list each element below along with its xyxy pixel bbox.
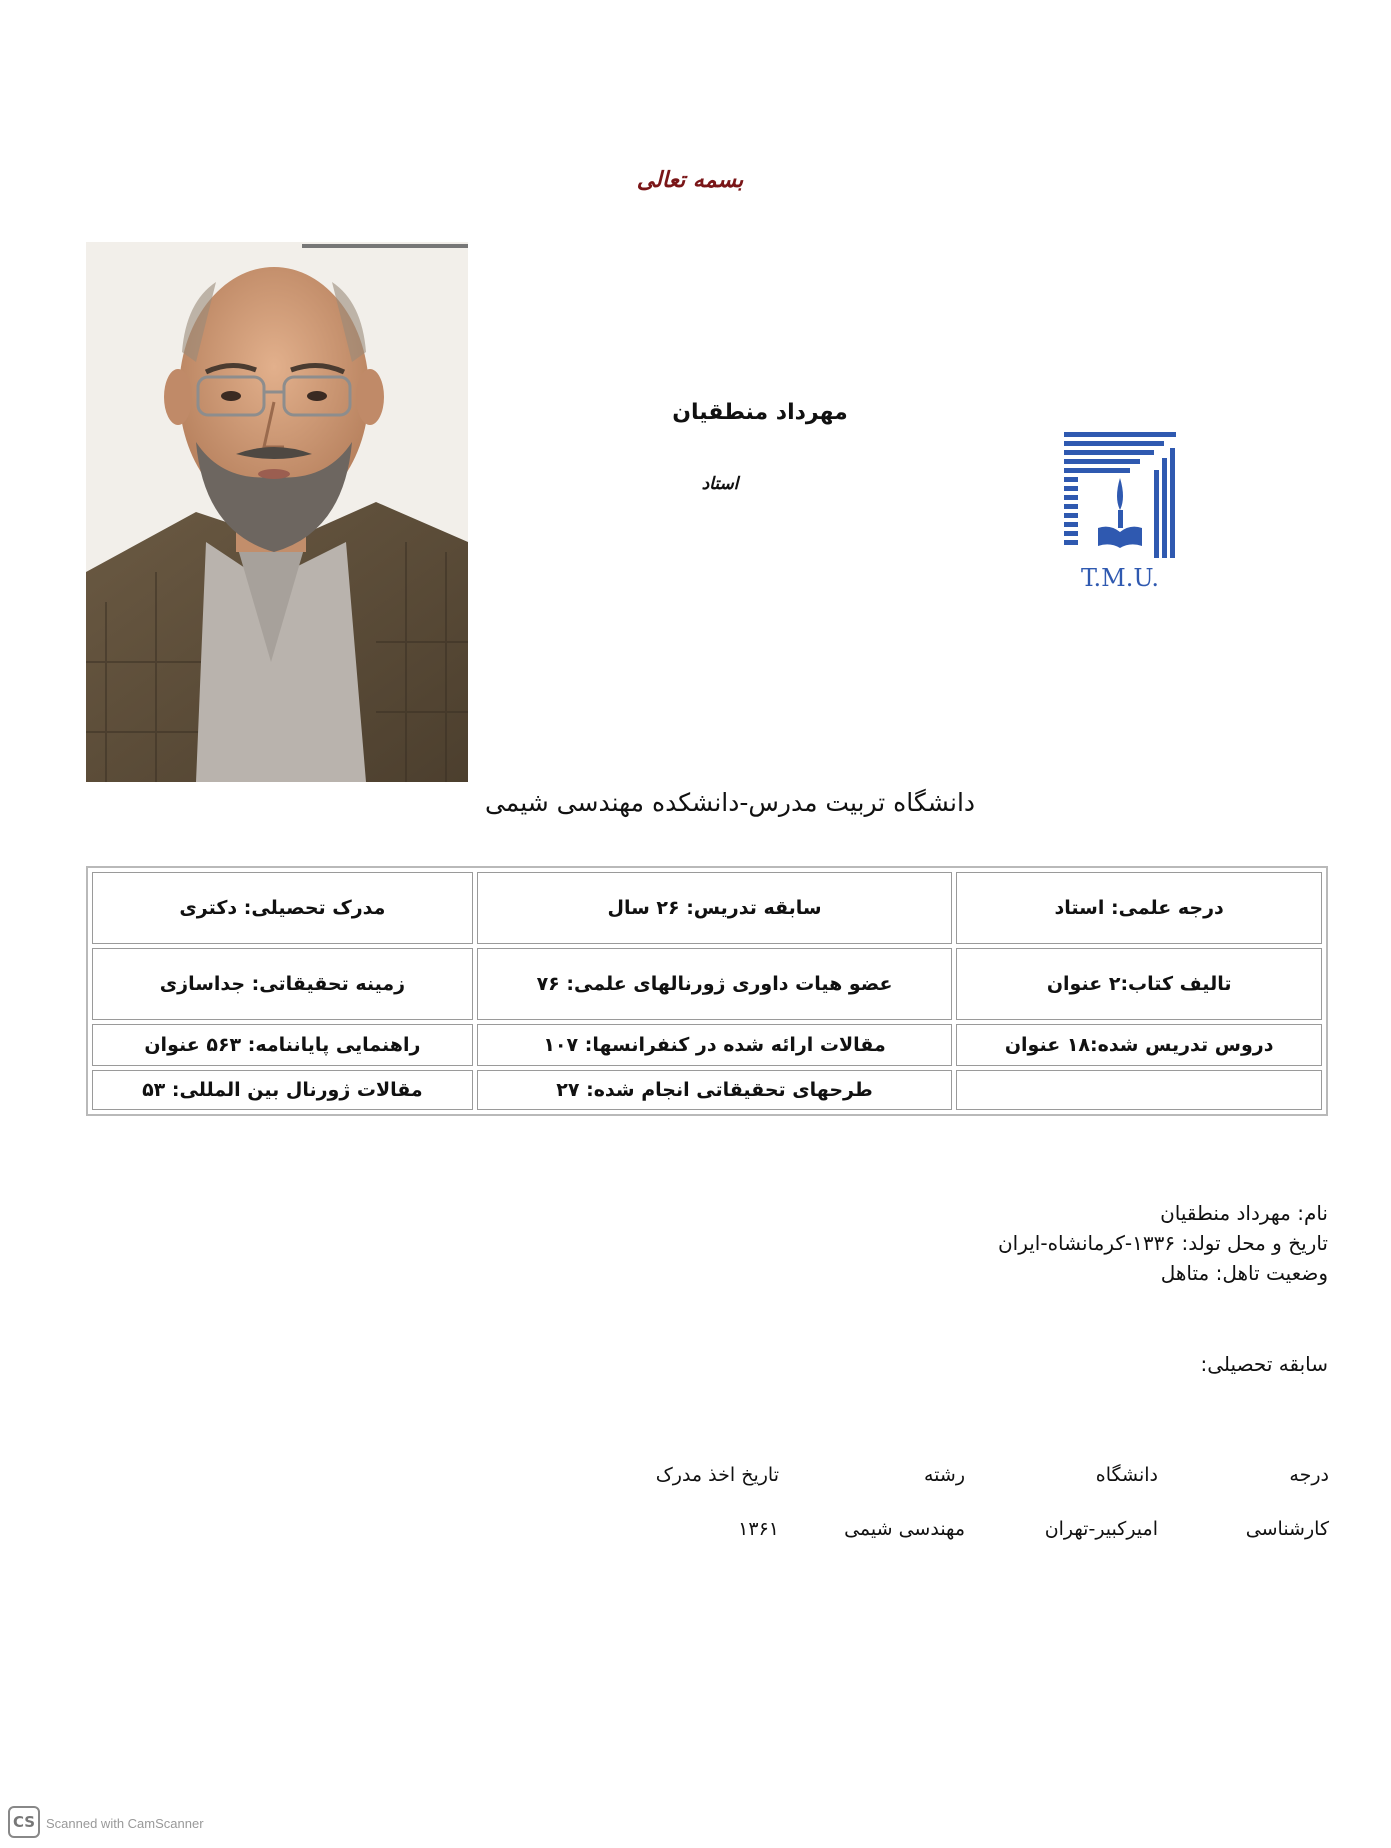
portrait-photo [86, 242, 468, 782]
table-cell: مقالات ارائه شده در کنفرانسها: ۱۰۷ [477, 1024, 953, 1066]
birth-line: تاریخ و محل تولد: ۱۳۳۶-کرمانشاه-ایران [997, 1231, 1328, 1255]
camscanner-text: Scanned with CamScanner [46, 1816, 204, 1831]
edu-date: ۱۳۶۱ [738, 1518, 779, 1540]
table-cell: زمینه تحقیقاتی: جداسازی [92, 948, 473, 1020]
edu-header-field: رشته [923, 1464, 965, 1486]
table-row [92, 1070, 1322, 1110]
camscanner-logo: CS [8, 1806, 40, 1838]
table-row [92, 1024, 1322, 1066]
edu-header-date: تاریخ اخذ مدرک [655, 1464, 779, 1486]
table-cell: طرحهای تحقیقاتی انجام شده: ۲۷ [477, 1070, 953, 1110]
table-cell: مقالات ژورنال بین المللی: ۵۳ [92, 1070, 473, 1110]
logo-text: T.M.U. [1081, 564, 1159, 592]
edu-university: امیرکبیر-تهران [1044, 1518, 1158, 1540]
table-row [92, 948, 1322, 1020]
professor-name: مهرداد منطقیان [672, 400, 848, 425]
table-cell: درجه علمی: استاد [956, 872, 1322, 944]
marital-line: وضعیت تاهل: متاهل [1160, 1261, 1328, 1285]
edu-degree: کارشناسی [1245, 1518, 1329, 1540]
name-line: نام: مهرداد منطقیان [1160, 1201, 1328, 1225]
edu-header-university: دانشگاه [1095, 1464, 1158, 1486]
edu-header-degree: درجه [1289, 1464, 1329, 1486]
personal-info [880, 1198, 1328, 1288]
academic-rank: استاد [701, 474, 739, 494]
tmu-logo [1058, 428, 1188, 598]
table-cell: مدرک تحصیلی: دکتری [92, 872, 473, 944]
table-cell: عضو هیات داوری ژورنالهای علمی: ۷۶ [477, 948, 953, 1020]
table-cell [956, 1070, 1322, 1110]
table-row [92, 872, 1322, 944]
edu-field: مهندسی شیمی [844, 1518, 965, 1540]
summary-table [86, 866, 1328, 1116]
education-heading: سابقه تحصیلی: [1200, 1352, 1328, 1376]
table-cell: تالیف کتاب:۲ عنوان [956, 948, 1322, 1020]
table-cell: سابقه تدریس: ۲۶ سال [477, 872, 953, 944]
photo-edge-line [302, 244, 468, 248]
table-cell: راهنمایی پایاننامه: ۵۶۳ عنوان [92, 1024, 473, 1066]
bismillah-heading: بسمه تعالی [636, 168, 744, 193]
table-cell: دروس تدریس شده:۱۸ عنوان [956, 1024, 1322, 1066]
university-title: دانشگاه تربیت مدرس-دانشکده مهندسی شیمی [484, 788, 976, 817]
